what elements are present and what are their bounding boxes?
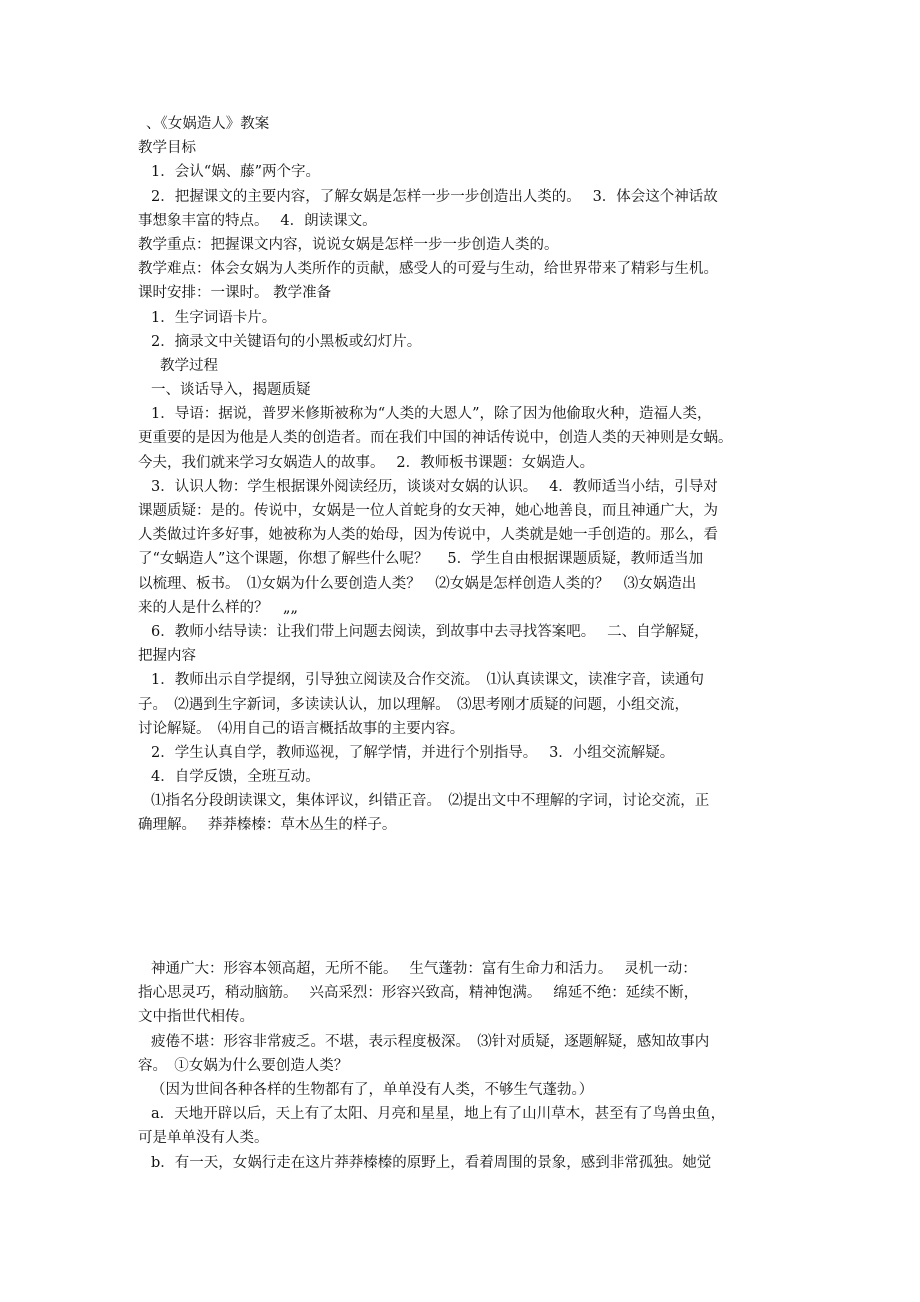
text-line: 教学难点：体会女娲为人类所作的贡献，感受人的可爱与生动，给世界带来了精彩与生机。: [138, 261, 718, 278]
text-line: b．有一天，女娲行走在这片莽莽榛榛的原野上，看着周围的景象，感到非常孤独。她觉: [151, 1154, 712, 1171]
text-line: 文中指世代相传。: [138, 1009, 254, 1026]
text-line: 讨论解疑。 ⑷用自己的语言概括故事的主要内容。: [138, 720, 465, 737]
text-line: 教学重点：把握课文内容，说说女娲是怎样一步一步创造人类的。: [138, 236, 559, 253]
text-line: 课题质疑：是的。传说中，女娲是一位人首蛇身的女天神，她心地善良，而且神通广大，为: [138, 503, 718, 519]
text-line: 6．教师小结导读：让我们带上问题去阅读，到故事中去寻找答案吧。 二、自学解疑，: [151, 623, 709, 640]
text-line: a．天地开辟以后，天上有了太阳、月亮和星星，地上有了山川草木，甚至有了鸟兽虫鱼，: [151, 1106, 726, 1123]
text-line: 课时安排：一课时。 教学准备: [138, 285, 332, 302]
text-line: 疲倦不堪：形容非常疲乏。不堪，表示程度极深。 ⑶针对质疑，逐题解疑，感知故事内: [151, 1033, 710, 1050]
text-line: 4．自学反馈，全班互动。: [151, 769, 320, 786]
text-line: 把握内容: [138, 648, 196, 665]
text-line: 1．教师出示自学提纲，引导独立阅读及合作交流。 ⑴认真读课文，读准字音，读通句: [151, 672, 704, 689]
text-line: 事想象丰富的特点。 4．朗读课文。: [138, 212, 377, 229]
text-line: 了“女蜗造人”这个课题，你想了解些什么呢？ 5．学生自由根据课题质疑，教师适当加: [138, 551, 704, 568]
text-line: 2．把握课文的主要内容，了解女娲是怎样一步一步创造出人类的。 3．体会这个神话故: [151, 188, 718, 205]
document-title: 、《女娲造人》教案: [146, 116, 270, 132]
text-line: ⑴指名分段朗读课文，集体评议，纠错正音。 ⑵提出文中不理解的字词，讨论交流，正: [151, 793, 710, 810]
text-line: 子。 ⑵遇到生字新词，多读读认认，加以理解。 ⑶思考刚才质疑的问题，小组交流，: [138, 696, 689, 713]
text-line: 来的人是什么样的？ „„: [138, 599, 299, 616]
text-line: 今夫，我们就来学习女娲造人的故事。 2．教师板书课题：女娲造人。: [138, 454, 595, 471]
document-bottom-section: [138, 957, 788, 1175]
text-line: 2．学生认真自学，教师巡视，了解学情，并进行个别指导。 3．小组交流解疑。: [151, 744, 675, 761]
text-line: 3．认识人物：学生根据课外阅读经历，谈谈对女娲的认识。 4．教师适当小结，引导对: [151, 478, 718, 495]
section-heading: 一、谈话导入，揭题质疑: [151, 382, 311, 399]
text-line: 1．会认“娲、藤”两个字。: [151, 164, 321, 181]
text-line: 可是单单没有人类。: [138, 1130, 269, 1147]
document-top-section: [138, 112, 788, 838]
text-line: 1．生字词语卡片。: [151, 309, 277, 326]
text-line: 2．摘录文中关键语句的小黑板或幻灯片。: [151, 333, 422, 350]
text-line: 更重要的是因为他是人类的创造者。而在我们中国的神话传说中，创造人类的天神则是女蜗。: [138, 430, 733, 447]
heading-teaching-goals: 教学目标: [138, 140, 196, 157]
text-line: 1．导语：据说，普罗米修斯被称为“人类的大恩人”，除了因为他偷取火种，造福人类，: [151, 406, 712, 423]
text-line: （因为世间各种各样的生物都有了，单单没有人类，不够生气蓬勃。）: [151, 1081, 594, 1098]
text-line: 神通广大：形容本领高超，无所不能。 生气蓬勃：富有生命力和活力。 灵机一动：: [151, 961, 697, 977]
text-line: 人类做过许多好事，她被称为人类的始母，因为传说中，人类就是她一手创造的。那么，看: [138, 527, 718, 544]
text-line: 指心思灵巧，稍动脑筋。 兴高采烈：形容兴致高，精神饱满。 绵延不绝：延续不断，: [138, 985, 699, 1002]
heading-teaching-process: 教学过程: [160, 357, 218, 374]
text-line: 以梳理、板书。 ⑴女娲为什么要创造人类？ ⑵女娲是怎样创造人类的？ ⑶女娲造出: [138, 575, 697, 592]
text-line: 容。 ①女娲为什么要创造人类？: [138, 1057, 349, 1074]
text-line: 确理解。 莽莽榛榛：草木丛生的样子。: [138, 817, 397, 834]
